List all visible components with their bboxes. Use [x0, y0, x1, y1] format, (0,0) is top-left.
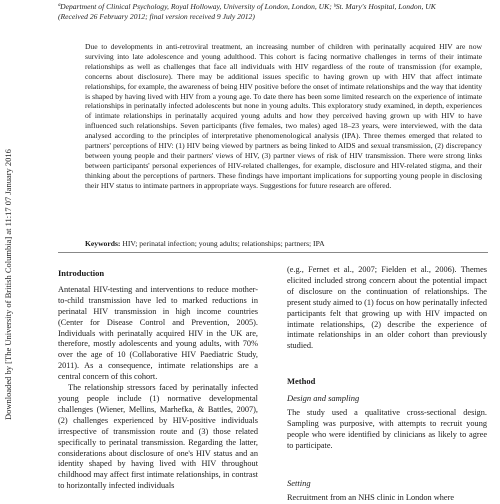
- setting-heading: Setting: [287, 477, 311, 488]
- received-line: (Received 26 February 2012; final version received 9 July 2012): [58, 12, 255, 21]
- download-watermark-text: Downloaded by [The University of British Columbia] at 11:17 07 January 2016: [3, 149, 13, 420]
- keywords: [85, 239, 482, 249]
- setting-paragraph: Recruitment from an NHS clinic in London where: [287, 492, 455, 502]
- right-column-paragraph: (e.g., Fernet et al., 2007; Fielden et al., 2006). Themes elicited included strong concern about the potential impact of disclosure on the continuation of relationships. The present study aimed to (1) focus on how perinatally infected participants felt that growing up with HIV impacted on intimate relationships, (2) describe the experience of intimate relationships in an older cohort than previously studied.: [287, 265, 487, 351]
- method-heading: Method: [287, 376, 316, 387]
- introduction-heading: Introduction: [58, 268, 105, 278]
- right-column: [287, 265, 487, 504]
- keywords-list: HIV; perinatal infection; young adults; relationships; partners; IPA: [122, 239, 325, 248]
- design-heading: Design and sampling: [287, 393, 360, 404]
- left-column: [58, 268, 258, 492]
- section-divider: [58, 252, 488, 253]
- abstract: Due to developments in anti-retroviral treatment, an increasing number of children with perinatally acquired HIV are now surviving into late adolescence and young adulthood. This cohort is facing normative challenges in terms of their intimate relationships as well as challenges that face all individuals with HIV regardless of the route of transmission (for example, concerns about disclosure). There may be additional issues specific to having grown up with HIV that affect intimate relationships, for example, the awareness of being HIV positive before the onset of intimate relationships and the way that identity is shaped by having lived with HIV from a young age. To date there has been some limited research on the experience of intimate relationships in perinatally infected adolescents but none in young adults. This exploratory study examined, in depth, experiences of intimate relationships in perinatally acquired young adults and how they perceived having grown up with HIV to have influenced such relationships. Seven participants (five females, two males) aged 18–23 years, were interviewed, with the data analysed according to the principles of interpretative phenomenological analysis (IPA). Three themes emerged that related to partners' perceptions of HIV: (1) HIV being viewed by partners as being linked to AIDS and sexual transmission, (2) discrepancy between young people and their partners' views of HIV, (3) partner views of risk of HIV transmission. There were strong links between participants' personal experiences of HIV-related challenges, for example, disclosure and HIV-related stigma, and their thinking about the perceptions of partners. These findings have important implications for supporting young people in disclosing their HIV status to intimate partners in appropriate ways. Suggestions for future research are offered.: [85, 42, 482, 190]
- affiliation-line: ªDepartment of Clinical Psychology, Royal Holloway, University of London, London, UK; ᵇSt. Mary's Hospital, London, UK: [58, 2, 436, 11]
- design-paragraph: The study used a qualitative cross-sectional design. Sampling was purposive, with attempts to recruit young people who were identified by clinicians as likely to agree to participate.: [287, 408, 487, 450]
- download-watermark: [2, 60, 18, 420]
- introduction-paragraph-1: Antenatal HIV-testing and interventions to reduce mother-to-child transmission have led to marked reductions in perinatal HIV transmission in high income countries (Center for Disease Control and Prevention, 2005). Individuals with perinatally acquired HIV in the UK are, therefore, mostly adolescents and young adults, with 70% over the age of 10 (Collaborative HIV Paediatric Study, 2011). As a consequence, intimate relationships are a central concern of this cohort.: [58, 284, 258, 382]
- introduction-paragraph-2: The relationship stressors faced by perinatally infected young people include (1) normative developmental challenges (Wiener, Mellins, Marhefka, & Battles, 2007), (2) challenges experienced by HIV-positive individuals irrespective of transmission route and (3) those related specifically to perinatal transmission. Regarding the latter, considerations about disclosure of one's HIV status and an identity shaped by having lived with HIV throughout childhood may affect first intimate relationships, in contrast to horizontally infected individuals: [58, 383, 258, 491]
- keywords-label: Keywords:: [85, 239, 121, 248]
- affiliations: [58, 2, 488, 22]
